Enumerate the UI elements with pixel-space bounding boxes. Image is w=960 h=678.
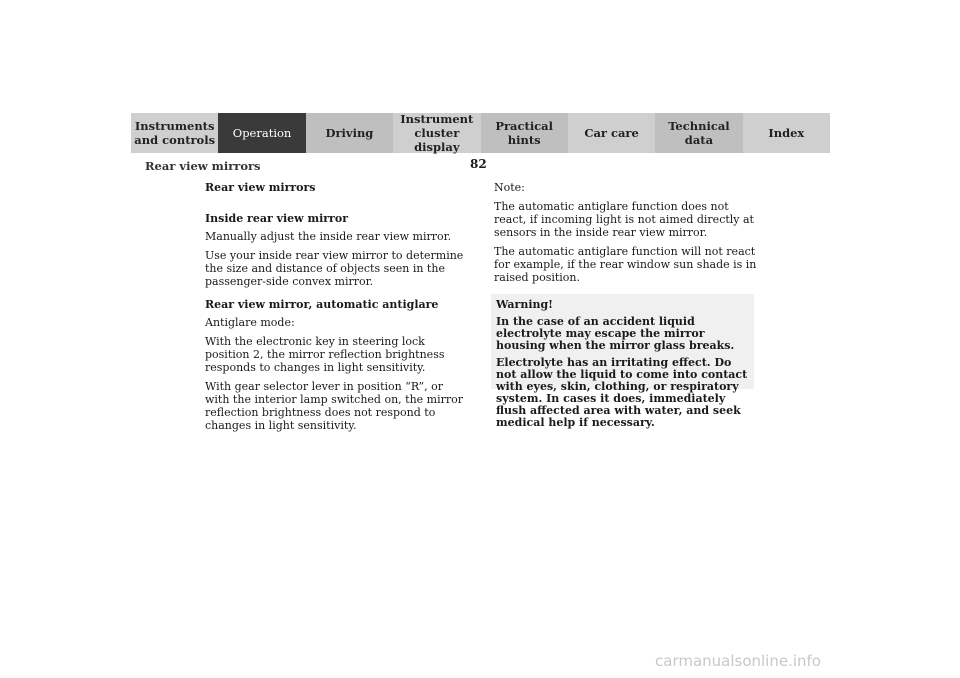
paragraph: Manually adjust the inside rear view mirror. [205,230,452,243]
tab-instrument-cluster-display[interactable]: Instrument cluster display [393,113,480,153]
page-number: 82 [470,157,487,171]
paragraph: Antiglare mode: [205,316,295,329]
right-column [494,181,759,290]
left-column [205,181,470,438]
chapter-tabs [131,113,830,153]
tab-index[interactable]: Index [743,113,830,153]
warning-text: In the case of an accident liquid electrolyte may escape the mirror housing when the mirror glass breaks. [496,315,735,352]
paragraph: With the electronic key in steering lock position 2, the mirror reflection brightness responds to changes in light sensitivity. [205,335,445,374]
tab-technical-data[interactable]: Technical data [655,113,742,153]
tab-driving[interactable]: Driving [306,113,393,153]
tab-instruments-and-controls[interactable]: Instruments and controls [131,113,218,153]
subhead-automatic-antiglare: Rear view mirror, automatic antiglare [205,298,439,311]
warning-box [491,294,754,429]
tab-practical-hints[interactable]: Practical hints [481,113,568,153]
watermark: carmanualsonline.info [655,652,821,670]
tab-operation[interactable]: Operation [218,113,305,153]
tab-car-care[interactable]: Car care [568,113,655,153]
paragraph: With gear selector lever in position “R”, or with the interior lamp switched on, the mirror reflection brightness does not respond to changes in light sensitivity. [205,380,464,432]
warning-text: Electrolyte has an irritating effect. Do not allow the liquid to come into contact with eyes, skin, clothing, or respiratory system. In cases it does, immediately flush affected area with water, and seek medical help if necessary. [496,356,748,429]
subhead-inside-mirror: Inside rear view mirror [205,212,348,225]
paragraph: The automatic antiglare function does not react, if incoming light is not aimed directly at sensors in the inside rear view mirror. [494,200,754,239]
section-title: Rear view mirrors [205,181,316,194]
warning-title: Warning! [496,298,554,311]
paragraph: Use your inside rear view mirror to determine the size and distance of objects seen in the passenger-side convex mirror. [205,249,464,288]
running-head: Rear view mirrors [145,159,261,173]
note-label: Note: [494,181,525,194]
paragraph: The automatic antiglare function will not react for example, if the rear window sun shade is in raised position. [494,245,757,284]
